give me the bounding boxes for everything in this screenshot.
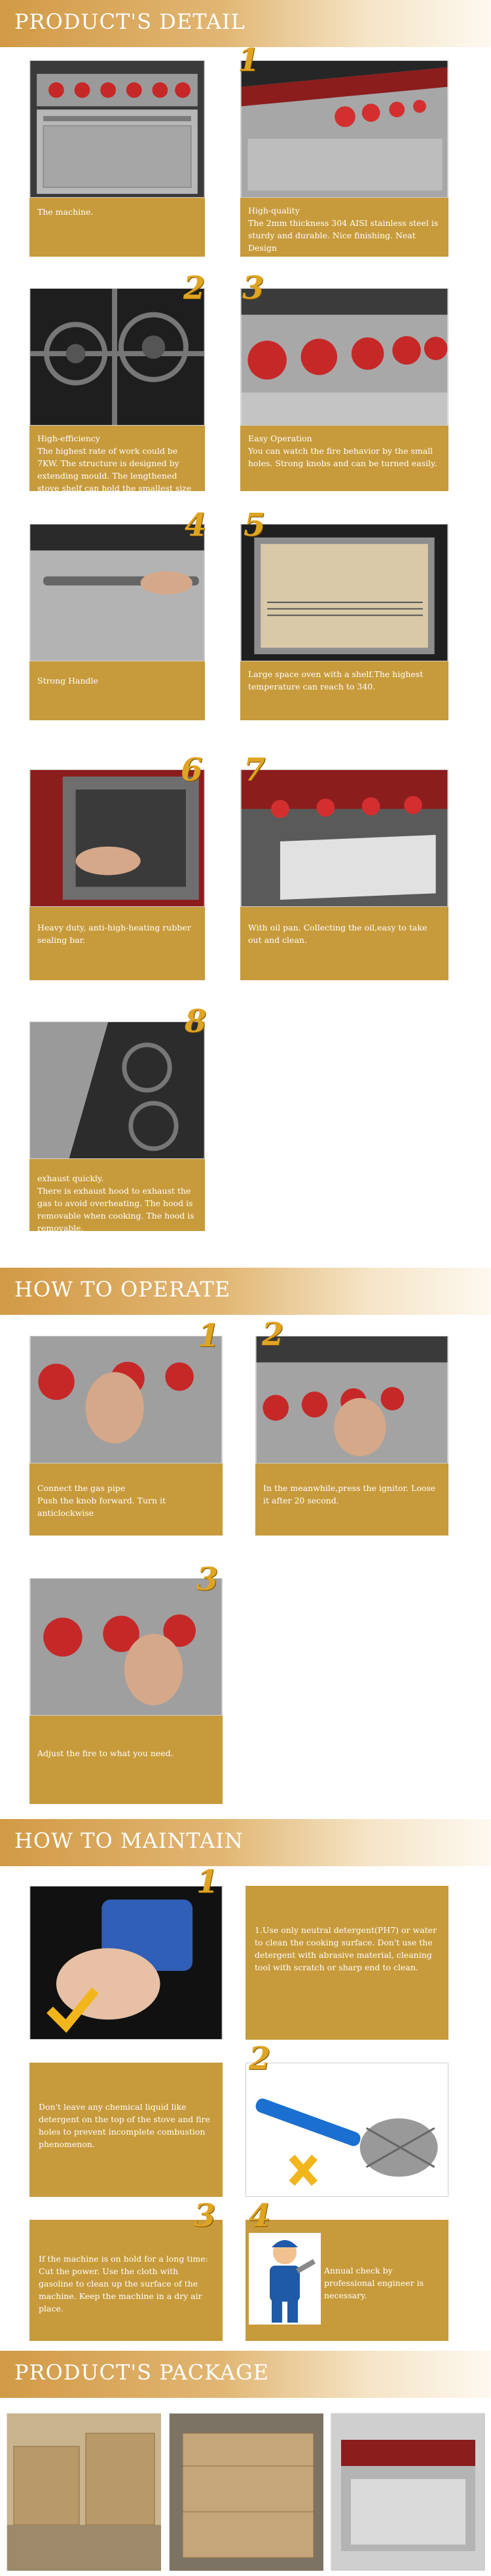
step-number: 4 — [249, 2198, 271, 2234]
step-number: 2 — [262, 1316, 284, 1353]
detail-caption — [29, 1159, 205, 1231]
section-title: PRODUCT'S PACKAGE — [14, 2360, 270, 2385]
product-photo — [29, 769, 205, 907]
section-title: HOW TO MAINTAIN — [14, 1828, 244, 1853]
product-photo — [29, 288, 205, 426]
caption-text: High-efficiency The highest rate of work could be 7KW. The structure is designed by extending mould. The lengthened stove shelf can hold the smallest size of pot. — [37, 433, 192, 506]
package-photo — [169, 2413, 323, 2570]
section-banner-package — [0, 2351, 491, 2398]
maintain-caption — [29, 2063, 223, 2197]
caption-text: In the meanwhile,press the ignitor. Loose it after 20 second. — [263, 1483, 436, 1505]
operate-caption — [255, 1463, 448, 1536]
operate-caption — [29, 1716, 223, 1804]
package-photo — [7, 2413, 160, 2570]
caption-text: exhaust quickly. There is exhaust hood to exhaust the gas to avoid overheating. The hood is removable when cooking. The hood is removable. — [37, 1173, 194, 1233]
maintain-caption — [29, 2220, 223, 2341]
section-banner-detail — [0, 0, 491, 47]
step-number: 1 — [196, 1864, 219, 1900]
operate-photo — [29, 1336, 223, 1463]
product-photo — [29, 524, 205, 661]
step-number: 5 — [244, 507, 266, 543]
detail-caption — [29, 907, 205, 980]
maintain-caption — [245, 1886, 448, 2040]
section-banner-operate — [0, 1268, 491, 1315]
caption-text: Large space oven with a shelf.The highest temperature can reach to 340. — [248, 669, 424, 691]
section-banner-maintain — [0, 1819, 491, 1866]
operate-photo — [255, 1336, 448, 1463]
detail-caption — [240, 198, 448, 257]
maintain-photo — [29, 1886, 223, 2040]
step-number: 1 — [198, 1317, 220, 1354]
caption-text: Adjust the fire to what you need. — [37, 1748, 173, 1758]
step-number: 3 — [242, 270, 264, 306]
detail-caption — [29, 198, 205, 257]
caption-text: Connect the gas pipe Push the knob forward. Turn it anticlockwise — [37, 1483, 166, 1518]
step-number: 1 — [238, 42, 260, 79]
product-photo — [29, 1021, 205, 1159]
caption-text: If the machine is on hold for a long time: Cut the power. Use the cloth with gasoline to clean up the surface of the machine. Keep the machine in a dry air place. — [39, 2254, 208, 2313]
detail-caption — [240, 661, 448, 720]
product-photo — [240, 769, 448, 907]
caption-text: With oil pan. Collecting the oil,easy to take out and clean. — [248, 923, 427, 945]
caption-text: Annual check by professional engineer is necessary. — [324, 2266, 424, 2300]
operate-photo — [29, 1578, 223, 1716]
caption-text: Easy Operation You can watch the fire behavior by the small holes. Strong knobs and can be turned easily. — [248, 433, 437, 468]
step-number: 3 — [194, 2198, 216, 2234]
detail-caption — [29, 661, 205, 720]
caption-text: High-quality The 2mm thickness 304 AISI stainless steel is sturdy and durable. Nice finishing. Neat Design — [248, 206, 439, 253]
operate-caption — [29, 1463, 223, 1536]
detail-caption — [240, 426, 448, 491]
product-photo — [240, 60, 448, 198]
step-number: 7 — [244, 752, 266, 788]
detail-caption — [29, 426, 205, 506]
section-title: HOW TO OPERATE — [14, 1277, 231, 1302]
section-title: PRODUCT'S DETAIL — [14, 9, 245, 34]
caption-text: 1.Use only neutral detergent(PH7) or water to clean the cooking surface. Don't use the detergent with abrasive material, cleaning tool with scratch or sharp end to clean. — [255, 1925, 437, 1972]
engineer-icon — [249, 2233, 321, 2325]
product-photo — [29, 60, 205, 198]
caption-text: Strong Handle — [37, 676, 98, 686]
step-number: 8 — [185, 1003, 207, 1040]
caption-text: Heavy duty, anti-high-heating rubber sealing bar. — [37, 923, 191, 945]
caption-text: Don't leave any chemical liquid like detergent on the top of the stove and fire holes to prevent incomplete combustion phenomenon. — [39, 2102, 210, 2149]
product-photo — [240, 288, 448, 426]
caption-text: The machine. — [37, 207, 94, 217]
step-number: 4 — [185, 507, 207, 543]
maintain-photo — [245, 2063, 448, 2197]
step-number: 3 — [196, 1561, 219, 1598]
step-number: 6 — [181, 752, 203, 788]
detail-caption — [240, 907, 448, 980]
step-number: 2 — [183, 270, 206, 306]
product-photo — [240, 524, 448, 661]
step-number: 2 — [249, 2040, 271, 2077]
package-photo — [331, 2413, 484, 2570]
